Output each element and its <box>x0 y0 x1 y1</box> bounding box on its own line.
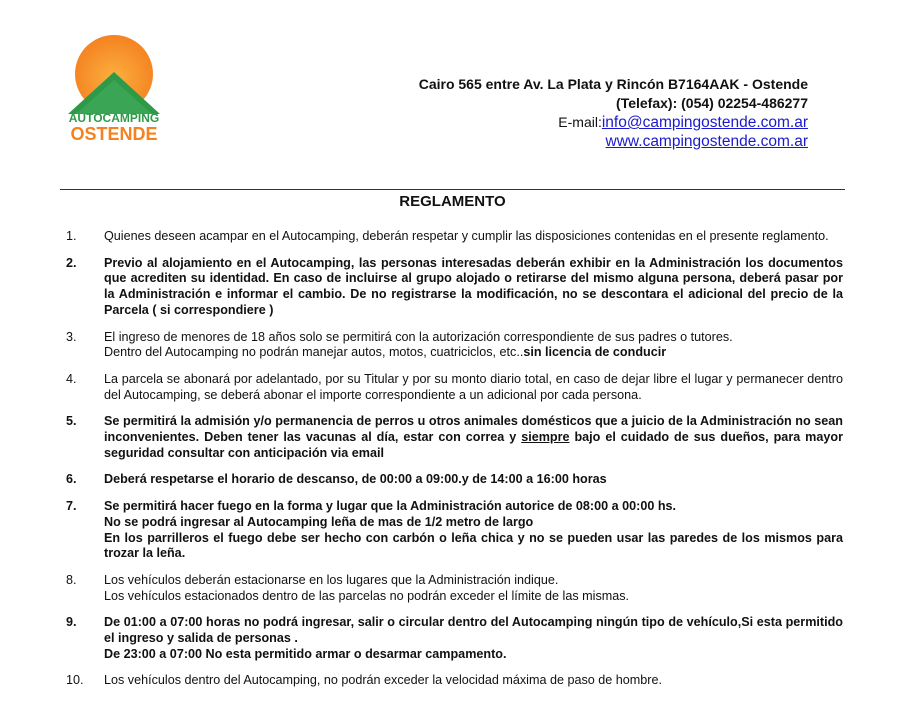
rule-number: 8. <box>66 572 77 587</box>
rule-3 <box>66 330 843 361</box>
rule-text: Deberá respetarse el horario de descanso, de 00:00 a 09:00.y de 14:00 a 16:00 horas <box>104 472 607 487</box>
logo-line2: OSTENDE <box>70 124 158 144</box>
rule-number: 9. <box>66 615 77 630</box>
rule-text: Los vehículos dentro del Autocamping, no podrán exceder la velocidad máxima de paso de hombre. <box>104 673 662 688</box>
rule-1 <box>66 229 843 245</box>
rule-text: Se permitirá hacer fuego en la forma y lugar que la Administración autorice de 08:00 a 00:00 hs. <box>104 499 677 514</box>
rule-9 <box>66 615 843 662</box>
rule-number: 4. <box>66 371 77 386</box>
rule-7 <box>66 499 843 562</box>
divider <box>60 189 845 190</box>
rule-text: bajo el cuidado de sus dueños, para mayor seguridad consultar con anticipación via email <box>104 430 843 460</box>
rule-10 <box>66 673 843 689</box>
rule-2 <box>66 256 843 319</box>
rule-text: Previo al alojamiento en el Autocamping, las personas interesadas deberán exhibir en la Administración los documentos que acrediten su identidad. En caso de incluirse al grupo alojado o retirarse del mismo alguna persona, deberá pasar por la Administración e informar el cambio. De no registrarse la modificación, no se descontara el adicional del precio de la Parcela ( si correspondiere ) <box>104 255 843 317</box>
rule-text: De 01:00 a 07:00 horas no podrá ingresar, salir o circular dentro del Autocamping ningún tipo de vehículo,Si esta permitido el ingreso y salida de personas . <box>104 615 843 646</box>
page-title: REGLAMENTO <box>399 193 506 210</box>
rule-text: Los vehículos estacionados dentro de las parcelas no podrán exceder el límite de las mismas. <box>104 588 630 603</box>
rule-number: 5. <box>66 414 77 429</box>
rule-text: No se podrá ingresar al Autocamping leña de mas de 1/2 metro de largo <box>104 514 534 529</box>
rule-number: 3. <box>66 329 77 344</box>
website-link[interactable]: www.campingostende.com.ar <box>605 133 808 150</box>
rule-5 <box>66 414 843 461</box>
rule-number: 6. <box>66 472 77 487</box>
rule-text: La parcela se abonará por adelantado, por su Titular y por su monto diario total, en caso de dejar libre el lugar y permanecer dentro del Autocamping, se deberá abonar el importe correspondiente a un adicional por cada persona. <box>104 371 843 402</box>
rule-text-bold: sin licencia de conducir <box>523 345 667 360</box>
rule-text: De 23:00 a 07:00 No esta permitido armar o desarmar campamento. <box>104 646 507 661</box>
email-label: E-mail: <box>558 114 602 130</box>
rules-list <box>66 229 843 700</box>
rule-number: 2. <box>66 255 77 270</box>
phone: (Telefax): (054) 02254-486277 <box>616 95 808 111</box>
autocamping-ostende-logo <box>64 34 164 146</box>
rule-number: 10. <box>66 673 84 688</box>
rule-text: En los parrilleros el fuego debe ser hecho con carbón o leña chica y no se pueden usar las paredes de los mismos para trozar la leña. <box>104 530 843 561</box>
rule-text: Se permitirá la admisión y/o permanencia de perros u otros animales domésticos que a juicio de la Administración no sean inconvenientes. Deben tener las vacunas al día, estar con correa y <box>104 414 843 445</box>
rule-text: Los vehículos deberán estacionarse en los lugares que la Administración indique. <box>104 572 559 587</box>
rule-text: Quienes deseen acampar en el Autocamping, deberán respetar y cumplir las disposiciones contenidas en el presente reglamento. <box>104 229 829 243</box>
address: Cairo 565 entre Av. La Plata y Rincón B7164AAK - Ostende <box>418 76 808 92</box>
email-row <box>419 113 808 132</box>
email-link[interactable]: info@campingostende.com.ar <box>601 114 808 131</box>
rule-8 <box>66 573 843 604</box>
contact-header <box>419 75 808 151</box>
rule-text: El ingreso de menores de 18 años solo se permitirá con la autorización correspondiente de sus padres o tutores. <box>104 329 733 344</box>
rule-6 <box>66 472 843 488</box>
rule-text-underlined: siempre <box>521 430 570 445</box>
rule-4 <box>66 372 843 403</box>
rule-number: 1. <box>66 229 77 243</box>
rule-number: 7. <box>66 499 77 514</box>
rule-text: Dentro del Autocamping no podrán manejar autos, motos, cuatriciclos, etc.. <box>104 345 524 360</box>
logo-line1: AUTOCAMPING <box>68 111 160 125</box>
